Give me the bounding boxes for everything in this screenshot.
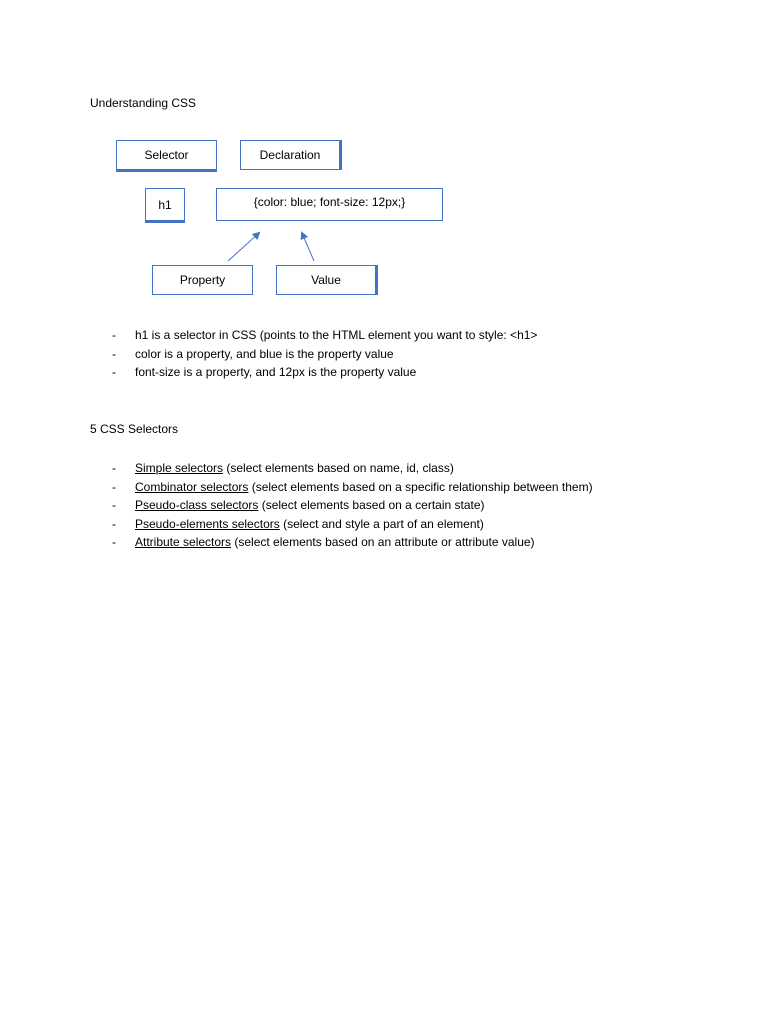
bullet-dash: - — [112, 328, 116, 342]
section-title-css-selectors: 5 CSS Selectors — [90, 422, 179, 436]
declaration-box-label: Declaration — [259, 148, 321, 162]
selector-description: (select and style a part of an element) — [279, 516, 484, 531]
bullet-dash: - — [112, 516, 116, 531]
css-rule-diagram — [0, 0, 768, 320]
list-item — [112, 496, 593, 515]
list-item — [112, 459, 593, 478]
list-item — [112, 478, 593, 497]
list-item — [112, 533, 593, 552]
css-rule-explanation-list — [112, 326, 537, 382]
h1-box-label: h1 — [158, 197, 172, 212]
selector-term: Pseudo-elements selectors — [135, 516, 280, 531]
list-item-text: color is a property, and blue is the property value — [135, 346, 394, 361]
selector-description: (select elements based on name, id, class) — [223, 461, 454, 475]
selector-box-label: Selector — [144, 148, 189, 162]
list-item — [112, 515, 593, 534]
bullet-dash: - — [112, 479, 116, 494]
declaration-code-label: {color: blue; font-size: 12px;} — [253, 195, 406, 209]
list-item-text: h1 is a selector in CSS (points to the HTML element you want to style: <h1> — [135, 328, 538, 342]
bullet-dash: - — [112, 365, 116, 379]
list-item — [112, 363, 537, 382]
value-arrow — [302, 233, 314, 261]
list-item — [112, 345, 537, 364]
value-box-label: Value — [311, 273, 341, 287]
selector-description: (select elements based on a certain state) — [258, 498, 485, 512]
section-title-understanding-css: Understanding CSS — [90, 96, 197, 110]
css-selectors-list — [112, 459, 593, 552]
bullet-dash: - — [112, 498, 116, 512]
selector-term: Simple selectors — [135, 461, 224, 475]
bullet-dash: - — [112, 346, 116, 361]
diagram-arrows — [0, 0, 768, 320]
bullet-dash: - — [112, 461, 116, 475]
bullet-dash: - — [112, 535, 116, 549]
list-item — [112, 326, 537, 345]
property-arrow — [228, 233, 259, 261]
selector-term: Attribute selectors — [135, 535, 232, 549]
selector-description: (select elements based on a specific relationship between them) — [248, 479, 593, 494]
list-item-text: font-size is a property, and 12px is the property value — [135, 365, 417, 379]
property-box-label: Property — [179, 273, 226, 287]
selector-description: (select elements based on an attribute or attribute value) — [231, 535, 535, 549]
selector-term: Pseudo-class selectors — [135, 498, 259, 512]
selector-term: Combinator selectors — [135, 479, 249, 494]
